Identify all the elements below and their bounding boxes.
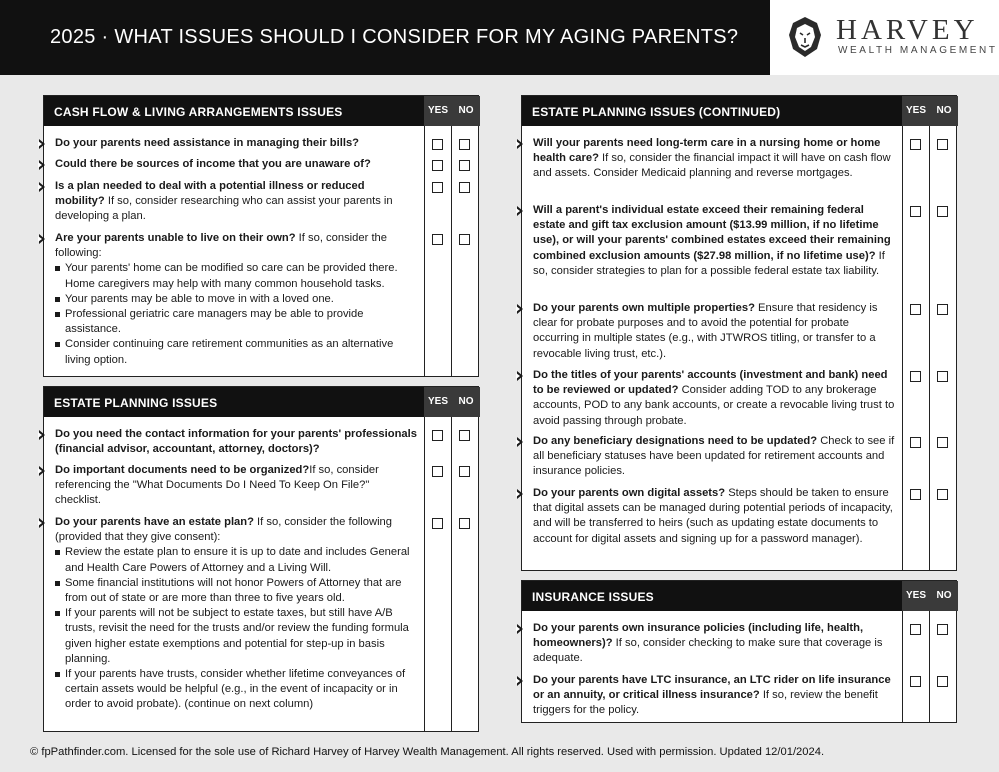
estate2-q6-no-checkbox[interactable]	[937, 489, 948, 500]
list-item: Professional geriatric care managers may be able to provide assistance.	[55, 307, 415, 337]
cashflow-title: CASH FLOW & LIVING ARRANGEMENTS ISSUES	[54, 105, 343, 119]
cashflow-q3-no-checkbox[interactable]	[459, 182, 470, 193]
cashflow-panel	[43, 95, 479, 377]
list-item: Your parents may be able to move in with a loved one.	[55, 292, 415, 307]
insurance-question-1: Do your parents own insurance policies (including life, health, homeowners)? If so, consider checking to make sure that coverage is adequate.	[533, 621, 895, 667]
estate-q3-no-checkbox[interactable]	[459, 518, 470, 529]
insurance-panel	[521, 580, 957, 723]
list-item: If your parents have trusts, consider whether lifetime conveyances of certain assets would be helpful (e.g., in the event of incapacity or in order to avoid probate). (continue on next column)	[55, 667, 415, 713]
footer-copyright: © fpPathfinder.com. Licensed for the sole use of Richard Harvey of Harvey Wealth Management. All rights reserved. Used with permission. Updated 12/01/2024.	[30, 746, 825, 758]
estate2-q3-no-checkbox[interactable]	[937, 304, 948, 315]
insurance-q2-no-checkbox[interactable]	[937, 676, 948, 687]
estate-q2-no-checkbox[interactable]	[459, 466, 470, 477]
cashflow-q2-yes-checkbox[interactable]	[432, 160, 443, 171]
insurance-q2-yes-checkbox[interactable]	[910, 676, 921, 687]
cashflow-question-2: Could there be sources of income that you are unaware of?	[55, 157, 420, 172]
estate2-q4-no-checkbox[interactable]	[937, 371, 948, 382]
estate-panel	[43, 386, 479, 732]
yes-header: YES	[902, 581, 930, 611]
estate-continued-question-6: Do your parents own digital assets? Steps should be taken to ensure that digital assets can be managed during potential periods of incapacity, and will be transferred to heirs (such as updating estate documents to account for digital assets and signing up for a password manager).	[533, 486, 895, 547]
cashflow-q1-yes-checkbox[interactable]	[432, 139, 443, 150]
estate2-q5-no-checkbox[interactable]	[937, 437, 948, 448]
estate2-q5-yes-checkbox[interactable]	[910, 437, 921, 448]
estate-question-1: Do you need the contact information for your parents' professionals (financial advisor, accountant, attorney, doctors)?	[55, 427, 420, 457]
estate-question-2: Do important documents need to be organized?If so, consider referencing the "What Documents Do I Need To Keep On File?" checklist.	[55, 463, 415, 509]
estate-continued-question-5: Do any beneficiary designations need to be updated? Check to see if all beneficiary statuses have been updated for retirement accounts and insurance policies.	[533, 434, 895, 480]
cashflow-question-1: Do your parents need assistance in managing their bills?	[55, 136, 420, 151]
estate-continued-panel	[521, 95, 957, 571]
insurance-q1-yes-checkbox[interactable]	[910, 624, 921, 635]
lion-icon	[786, 15, 824, 59]
brand-logo	[770, 0, 999, 75]
cashflow-q4-yes-checkbox[interactable]	[432, 234, 443, 245]
cashflow-q1-no-checkbox[interactable]	[459, 139, 470, 150]
estate-q1-no-checkbox[interactable]	[459, 430, 470, 441]
estate-header	[44, 387, 478, 417]
estate-continued-question-2: Will a parent's individual estate exceed their remaining federal estate and gift tax exclusion amount ($13.99 million, if no lifetime use), or will your parents' combined estates exceed their remaining combined exclusion amounts ($27.98 million, if no lifetime use)? If so, consider strategies to plan for a possible federal estate tax liability.	[533, 203, 895, 279]
estate-continued-body	[522, 126, 956, 570]
cashflow-q3-yes-checkbox[interactable]	[432, 182, 443, 193]
list-item: Review the estate plan to ensure it is up to date and includes General and Health Care Powers of Attorney and a Living Will.	[55, 545, 415, 575]
estate-title: ESTATE PLANNING ISSUES	[54, 396, 218, 410]
estate2-q3-yes-checkbox[interactable]	[910, 304, 921, 315]
no-header: NO	[930, 581, 958, 611]
insurance-q1-no-checkbox[interactable]	[937, 624, 948, 635]
estate2-q4-yes-checkbox[interactable]	[910, 371, 921, 382]
estate-q1-yes-checkbox[interactable]	[432, 430, 443, 441]
estate2-q1-no-checkbox[interactable]	[937, 139, 948, 150]
cashflow-question-4: Are your parents unable to live on their own? If so, consider the following: Your parents' home can be modified so care can be provided there. Home caregivers may help with many common household tasks. Your parents may be able to move in with a loved one. Professional geriatric care managers may be able to provide assistance. Consider continuing care retirement communities as an alternative living option.	[55, 231, 415, 368]
estate-body	[44, 417, 478, 731]
page-title: 2025 · WHAT ISSUES SHOULD I CONSIDER FOR MY AGING PARENTS?	[50, 26, 739, 48]
cashflow-body	[44, 126, 478, 376]
estate-continued-header	[522, 96, 956, 126]
estate-q3-yes-checkbox[interactable]	[432, 518, 443, 529]
estate-continued-question-1: Will your parents need long-term care in a nursing home or home health care? If so, consider the financial impact it will have on cash flow and assets. Consider Medicaid planning and reverse mortgages.	[533, 136, 895, 182]
estate2-q2-yes-checkbox[interactable]	[910, 206, 921, 217]
estate2-q2-no-checkbox[interactable]	[937, 206, 948, 217]
cashflow-header	[44, 96, 478, 126]
cashflow-question-3: Is a plan needed to deal with a potential illness or reduced mobility? If so, consider researching who can assist your parents in developing a plan.	[55, 179, 415, 225]
insurance-question-2: Do your parents have LTC insurance, an LTC rider on life insurance or an annuity, or critical illness insurance? If so, review the benefit triggers for the policy.	[533, 673, 895, 719]
header-bar	[0, 0, 770, 75]
insurance-title: INSURANCE ISSUES	[532, 590, 654, 604]
yes-header: YES	[902, 96, 930, 126]
brand-subtitle: WEALTH MANAGEMENT	[838, 45, 998, 56]
estate-continued-question-4: Do the titles of your parents' accounts (investment and bank) need to be reviewed or updated? Consider adding TOD to any brokerage accounts, POD to any bank accounts, or create a revocable living trust to avoid passing through probate.	[533, 368, 895, 429]
list-item: Consider continuing care retirement communities as an alternative living option.	[55, 337, 415, 367]
yes-header: YES	[424, 387, 452, 417]
no-header: NO	[930, 96, 958, 126]
yes-header: YES	[424, 96, 452, 126]
estate-continued-title: ESTATE PLANNING ISSUES (CONTINUED)	[532, 105, 781, 119]
no-header: NO	[452, 96, 480, 126]
estate-q2-yes-checkbox[interactable]	[432, 466, 443, 477]
estate-question-3: Do your parents have an estate plan? If so, consider the following (provided that they give consent): Review the estate plan to ensure it is up to date and includes General and Health Care Powers of Attorney and a Living Will. Some financial institutions will not honor Powers of Attorney that are from out of state or are more than three to five years old. If your parents will not be subject to estate taxes, but still have A/B trusts, revisit the need for the trusts and/or review the funding formula given higher estate exemptions and potential for step-up in basis planning. If your parents have trusts, consider whether lifetime conveyances of certain assets would be helpful (e.g., in the event of incapacity or in order to avoid probate). (continue on next column)	[55, 515, 415, 713]
cashflow-q2-no-checkbox[interactable]	[459, 160, 470, 171]
no-header: NO	[452, 387, 480, 417]
insurance-body	[522, 611, 956, 722]
estate2-q6-yes-checkbox[interactable]	[910, 489, 921, 500]
cashflow-q4-no-checkbox[interactable]	[459, 234, 470, 245]
list-item: Some financial institutions will not honor Powers of Attorney that are from out of state or are more than three to five years old.	[55, 576, 415, 606]
estate2-q1-yes-checkbox[interactable]	[910, 139, 921, 150]
list-item: If your parents will not be subject to estate taxes, but still have A/B trusts, revisit the need for the trusts and/or review the funding formula given higher estate exemptions and potential for step-up in basis planning.	[55, 606, 415, 667]
brand-name: HARVEY	[836, 14, 979, 46]
estate-continued-question-3: Do your parents own multiple properties? Ensure that residency is clear for probate purposes and to avoid the potential for probate occurring in multiple states (e.g., with JTWROS titling, or transfer to a revocable living trust, etc.).	[533, 301, 895, 362]
list-item: Your parents' home can be modified so care can be provided there. Home caregivers may help with many common household tasks.	[55, 261, 415, 291]
insurance-header	[522, 581, 956, 611]
